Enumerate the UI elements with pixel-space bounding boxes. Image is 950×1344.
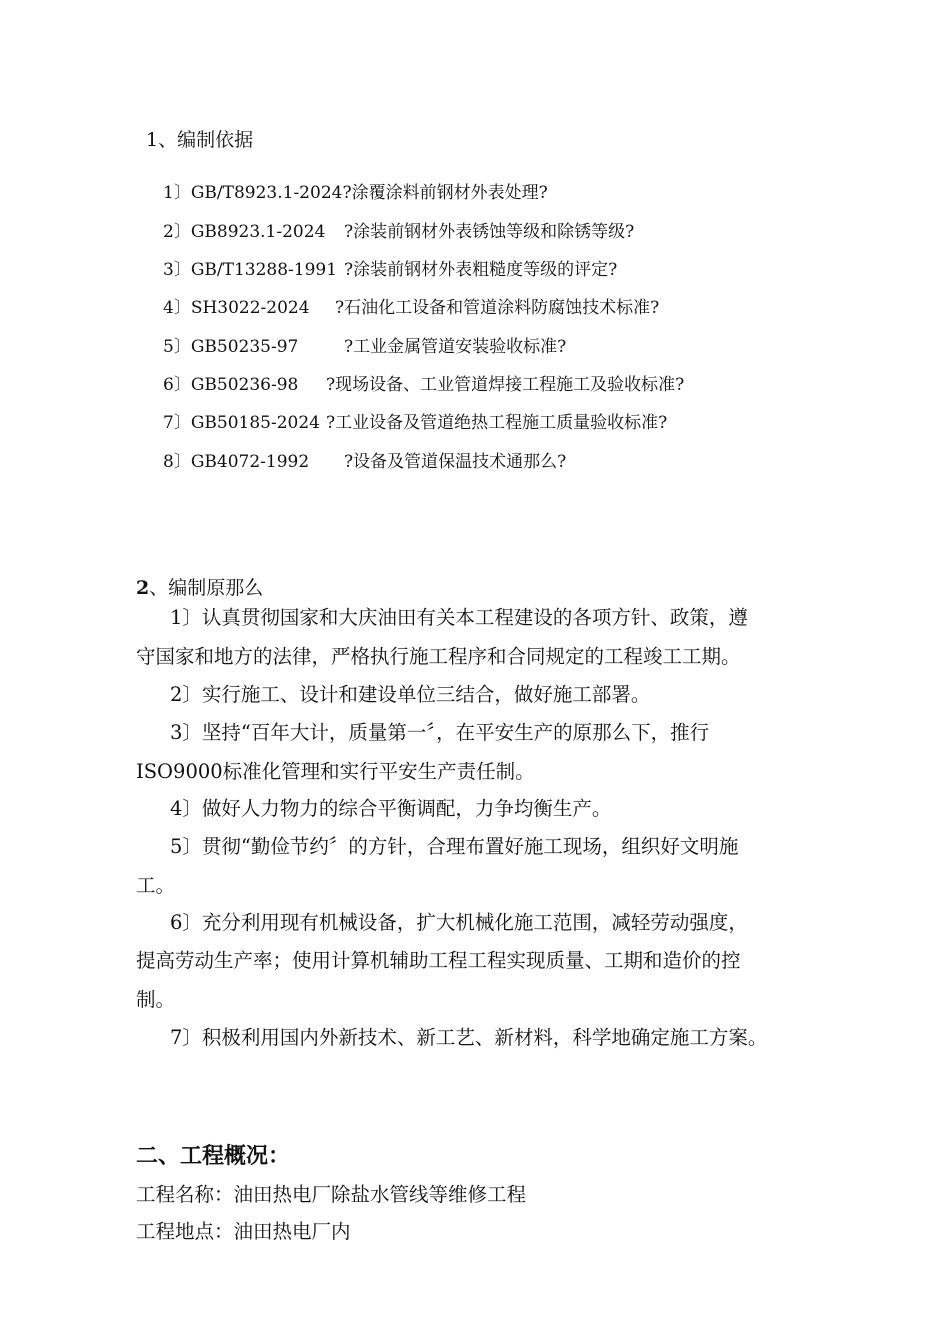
reference-code: 4〕SH3022-2024 xyxy=(163,298,310,318)
reference-title: ?现场设备、工业管道焊接工程施工及验收标准? xyxy=(326,375,685,395)
paragraph-line: 3〕坚持“百年大计，质量第一〞，在平安生产的原那么下，推行 xyxy=(170,721,710,744)
project-name: 工程名称：油田热电厂除盐水管线等维修工程 xyxy=(136,1183,527,1206)
reference-item xyxy=(163,375,685,395)
reference-item xyxy=(163,185,548,202)
paragraph-line: 制。 xyxy=(136,988,176,1011)
reference-item xyxy=(163,260,618,280)
paragraph-line: 5〕贯彻“勤俭节约〞的方针，合理布置好施工现场，组织好文明施 xyxy=(170,835,739,858)
reference-code: 1〕GB/T8923.1-2024 xyxy=(163,183,343,203)
paragraph-line: 4〕做好人力物力的综合平衡调配，力争均衡生产。 xyxy=(170,797,612,820)
section-2-number: 2 xyxy=(136,577,150,599)
section-3-heading: 二、工程概况： xyxy=(136,1143,291,1169)
reference-title: ?工业金属管道安装验收标准? xyxy=(344,337,567,357)
reference-title: ?石油化工设备和管道涂料防腐蚀技术标准? xyxy=(335,298,660,318)
paragraph-line: 7〕积极利用国内外新技术、新工艺、新材料，科学地确定施工方案。 xyxy=(170,1026,768,1049)
paragraph-line: ISO9000标准化管理和实行平安生产责任制。 xyxy=(136,760,535,783)
reference-item xyxy=(163,413,668,433)
reference-code: 8〕GB4072-1992 xyxy=(163,452,310,472)
reference-item xyxy=(163,222,635,242)
reference-item xyxy=(163,337,567,357)
paragraph-line: 提高劳动生产率；使用计算机辅助工程工程实现质量、工期和造价的控 xyxy=(136,949,741,972)
paragraph-line: 工。 xyxy=(136,874,176,897)
project-location: 工程地点：油田热电厂内 xyxy=(136,1220,351,1243)
reference-item xyxy=(163,298,660,318)
reference-code: 6〕GB50236-98 xyxy=(163,375,299,395)
reference-item xyxy=(163,452,567,472)
reference-code: 2〕GB8923.1-2024 xyxy=(163,222,326,242)
paragraph-line: 6〕充分利用现有机械设备，扩大机械化施工范围，减轻劳动强度， xyxy=(170,911,748,934)
section-1-heading: 1、编制依据 xyxy=(146,129,254,151)
paragraph-line: 2〕实行施工、设计和建设单位三结合，做好施工部署。 xyxy=(170,683,651,706)
paragraph-line: 守国家和地方的法律，严格执行施工程序和合同规定的工程竣工工期。 xyxy=(136,645,741,668)
paragraph-line: 1〕认真贯彻国家和大庆油田有关本工程建设的各项方针、政策，遵 xyxy=(170,606,748,629)
reference-code: 3〕GB/T13288-1991 xyxy=(163,260,338,280)
reference-code: 7〕GB50185-2024 xyxy=(163,413,320,433)
reference-title: ?涂装前钢材外表粗糙度等级的评定? xyxy=(344,260,618,280)
section-2-title: 、编制原那么 xyxy=(149,577,264,599)
reference-title: ?工业设备及管道绝热工程施工质量验收标准? xyxy=(326,413,668,433)
reference-code: 5〕GB50235-97 xyxy=(163,337,299,357)
reference-title: ?涂覆涂料前钢材外表处理? xyxy=(342,183,548,203)
section-2-heading xyxy=(136,579,263,598)
reference-title: ?涂装前钢材外表锈蚀等级和除锈等级? xyxy=(344,222,635,242)
reference-title: ?设备及管道保温技术通那么? xyxy=(344,452,567,472)
